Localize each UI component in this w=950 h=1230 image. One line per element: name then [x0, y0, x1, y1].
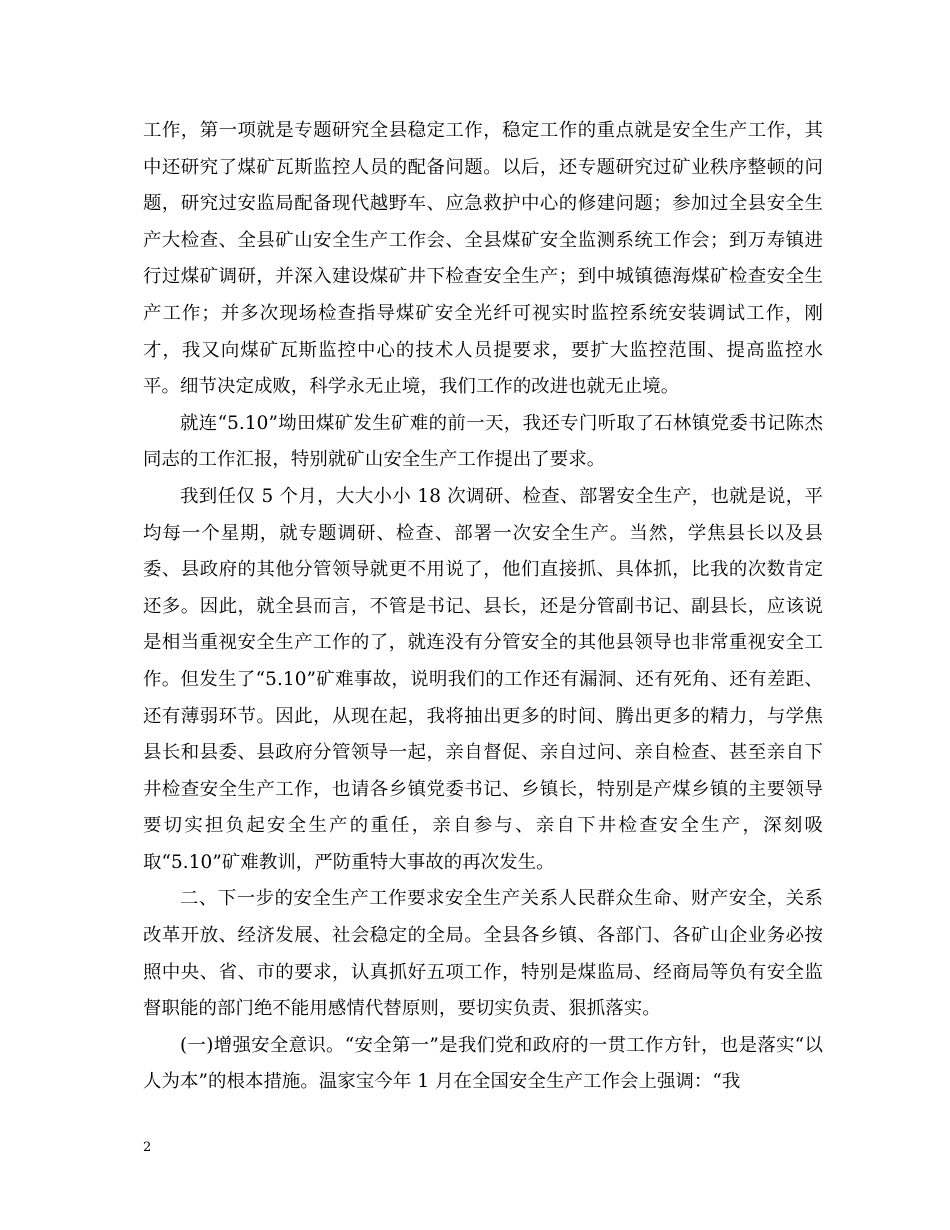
page-number: 2 [143, 1140, 152, 1155]
paragraph-continuation: 工作，第一项就是专题研究全县稳定工作，稳定工作的重点就是安全生产工作，其中还研究了煤矿瓦斯监控人员的配备问题。以后，还专题研究过矿业秩序整顿的问题，研究过安监局配备现代越野车、应急救护中心的修建问题；参加过全县安全生产大检查、全县矿山安全生产工作会、全县煤矿安全监测系统工作会；到万寿镇进行过煤矿调研，并深入建设煤矿井下检查安全生产；到中城镇德海煤矿检查安全生产工作；并多次现场检查指导煤矿安全光纤可视实时监控系统安装调试工作，刚才，我又向煤矿瓦斯监控中心的技术人员提要求，要扩大监控范围、提高监控水平。细节决定成败，科学永无止境，我们工作的改进也就无止境。 [143, 120, 823, 398]
paragraph-aotian-mine: 就连“5.10”坳田煤矿发生矿难的前一天，我还专门听取了石林镇党委书记陈杰同志的工作汇报，特别就矿山安全生产工作提出了要求。 [143, 412, 823, 471]
paragraph-five-months: 我到任仅 5 个月，大大小小 18 次调研、检查、部署安全生产，也就是说，平均每一个星期，就专题调研、检查、部署一次安全生产。当然，学焦县长以及县委、县政府的其他分管领导就更不用说了，他们直接抓、具体抓，比我的次数肯定还多。因此，就全县而言，不管是书记、县长，还是分管副书记、副县长，应该说是相当重视安全生产工作的了，就连没有分管安全的其他县领导也非常重视安全工作。但发生了“5.10”矿难事故，说明我们的工作还有漏洞、还有死角、还有差距、还有薄弱环节。因此，从现在起，我将抽出更多的时间、腾出更多的精力，与学焦县长和县委、县政府分管领导一起，亲自督促、亲自过问、亲自检查、甚至亲自下井检查安全生产工作，也请各乡镇党委书记、乡镇长，特别是产煤乡镇的主要领导要切实担负起安全生产的重任，亲自参与、亲自下井检查安全生产，深刻吸取“5.10”矿难教训，严防重特大事故的再次发生。 [143, 485, 823, 873]
paragraph-safety-awareness: (一)增强安全意识。“安全第一”是我们党和政府的一贯工作方针，也是落实“以人为本”的根本措施。温家宝今年 1 月在全国安全生产工作会上强调：“我 [143, 1034, 823, 1093]
document-body [143, 113, 823, 1101]
paragraph-next-steps: 二、下一步的安全生产工作要求安全生产关系人民群众生命、财产安全，关系改革开放、经济发展、社会稳定的全局。全县各乡镇、各部门、各矿山企业务必按照中央、省、市的要求，认真抓好五项工作，特别是煤监局、经商局等负有安全监督职能的部门绝不能用感情代替原则，要切实负责、狠抓落实。 [143, 888, 823, 1020]
